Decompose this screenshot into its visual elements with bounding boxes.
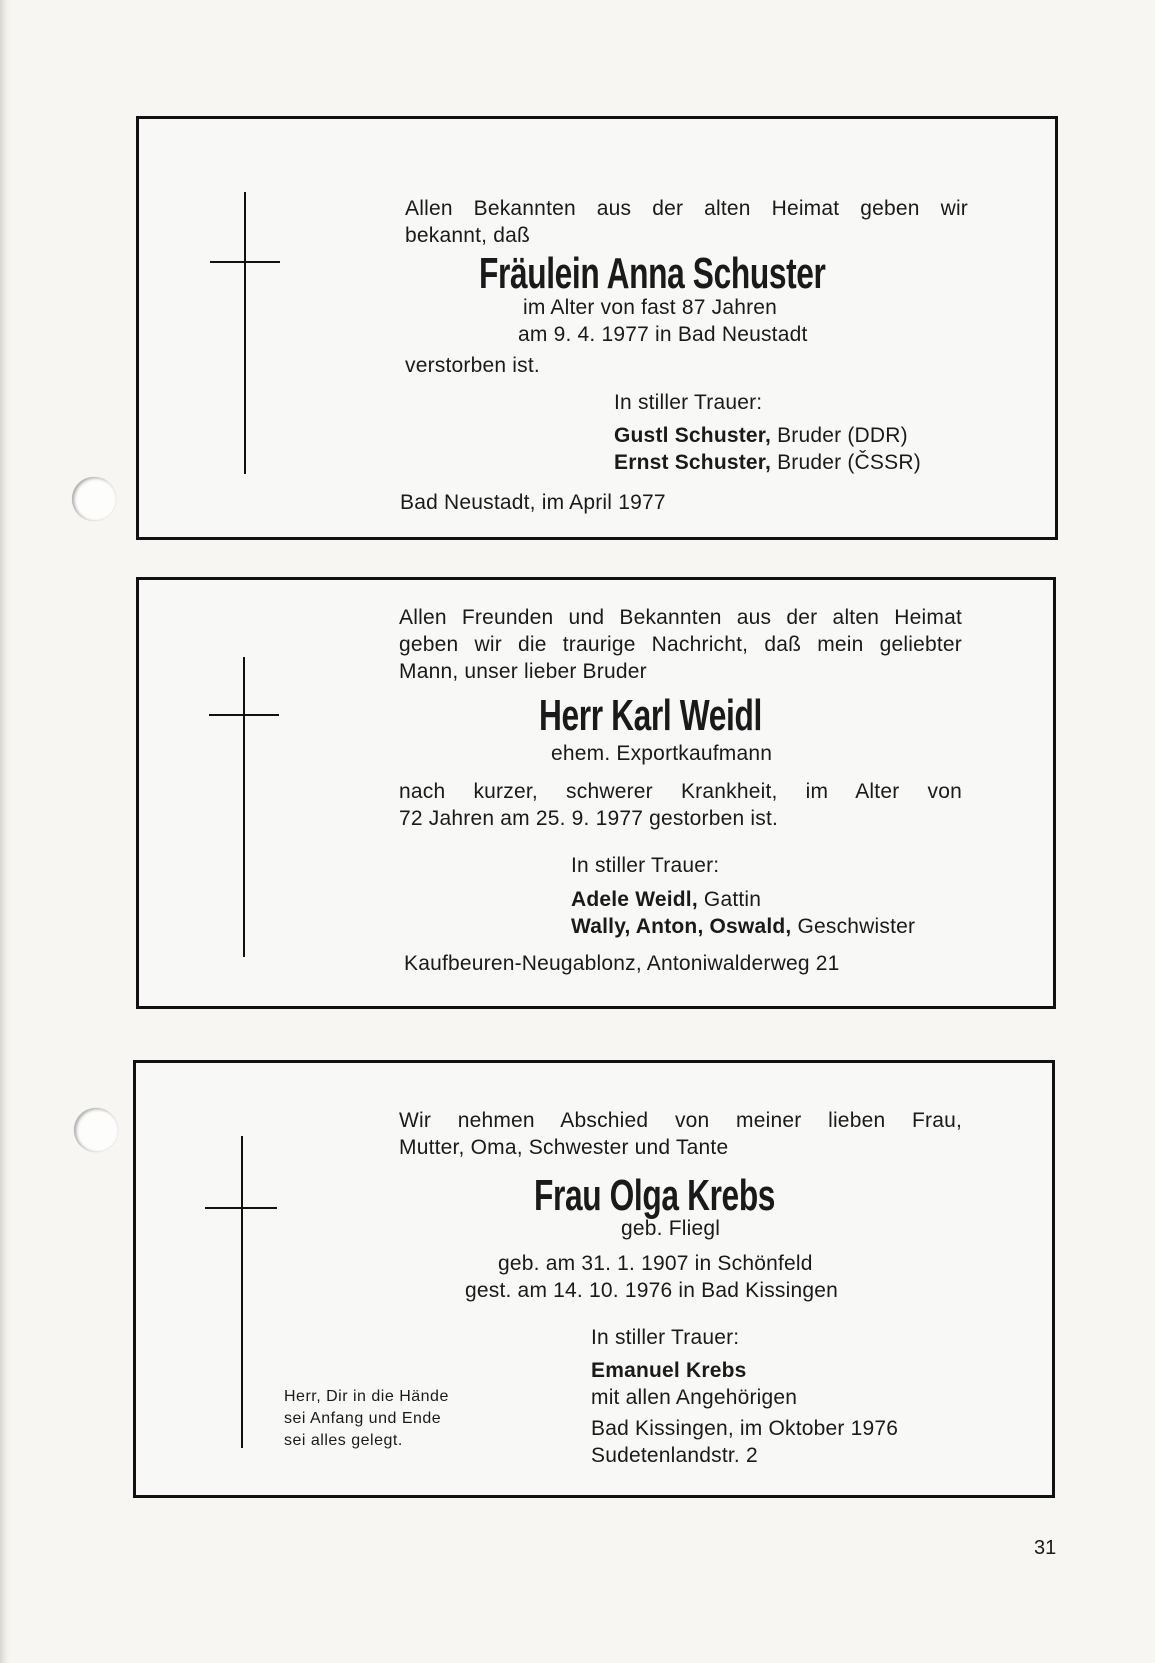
intro-line-1: Wir nehmen Abschied von meiner lieben Frau,	[399, 1109, 962, 1132]
death-line: gest. am 14. 10. 1976 in Bad Kissingen	[465, 1279, 839, 1302]
place-date: Bad Neustadt, im April 1977	[400, 491, 666, 514]
cross-icon	[244, 192, 246, 474]
maiden-name: geb. Fliegl	[621, 1217, 721, 1240]
page-edge	[0, 0, 10, 1663]
obituary-notice-weidl	[136, 577, 1056, 1009]
place-date: Bad Kissingen, im Oktober 1976	[591, 1417, 899, 1440]
mourner-extra: mit allen Angehörigen	[591, 1386, 798, 1409]
mourner-name: Emanuel Krebs	[591, 1359, 747, 1382]
punch-hole-top	[72, 477, 116, 521]
body-line-1: nach kurzer, schwerer Krankheit, im Alter von	[399, 780, 962, 803]
motto-line-3: sei alles gelegt.	[284, 1432, 403, 1449]
body-line-2: 72 Jahren am 25. 9. 1977 gestorben ist.	[399, 807, 779, 830]
mourning-label: In stiller Trauer:	[614, 391, 763, 414]
mourning-label: In stiller Trauer:	[571, 854, 720, 877]
punch-hole-bottom	[74, 1108, 118, 1152]
mourning-label: In stiller Trauer:	[591, 1326, 740, 1349]
deceased-name: Herr Karl Weidl	[539, 691, 762, 740]
age-line: im Alter von fast 87 Jahren	[523, 296, 778, 319]
mourner-1: Gustl Schuster, Bruder (DDR)	[614, 424, 908, 447]
intro-line-1: Allen Freunden und Bekannten aus der alten Heimat	[399, 606, 962, 629]
occupation: ehem. Exportkaufmann	[551, 742, 773, 765]
cross-icon	[243, 657, 245, 957]
birth-line: geb. am 31. 1. 1907 in Schönfeld	[498, 1252, 813, 1275]
page-number: 31	[1034, 1537, 1057, 1559]
intro-line-3: Mann, unser lieber Bruder	[399, 660, 647, 683]
closing-line: verstorben ist.	[405, 354, 540, 377]
intro-line-2: geben wir die traurige Nachricht, daß mein geliebter	[399, 633, 962, 656]
mourner-2: Wally, Anton, Oswald, Geschwister	[571, 915, 916, 938]
intro-line-1: Allen Bekannten aus der alten Heimat geben wir	[405, 197, 968, 220]
cross-bar	[209, 714, 279, 716]
obituary-notice-krebs	[133, 1060, 1055, 1498]
cross-icon	[241, 1136, 243, 1448]
place-address: Kaufbeuren-Neugablonz, Antoniwalderweg 21	[404, 952, 840, 975]
motto-line-2: sei Anfang und Ende	[284, 1410, 442, 1427]
motto-line-1: Herr, Dir in die Hände	[284, 1388, 449, 1405]
cross-bar	[205, 1207, 277, 1209]
intro-line-2: bekannt, daß	[405, 224, 530, 247]
mourner-2: Ernst Schuster, Bruder (ČSSR)	[614, 451, 921, 474]
cross-bar	[210, 261, 280, 263]
mourner-1: Adele Weidl, Gattin	[571, 888, 762, 911]
address: Sudetenlandstr. 2	[591, 1444, 758, 1467]
deceased-name: Frau Olga Krebs	[534, 1171, 776, 1220]
obituary-notice-schuster	[136, 116, 1058, 540]
death-date-line: am 9. 4. 1977 in Bad Neustadt	[518, 323, 808, 346]
deceased-name: Fräulein Anna Schuster	[479, 249, 826, 298]
intro-line-2: Mutter, Oma, Schwester und Tante	[399, 1136, 729, 1159]
